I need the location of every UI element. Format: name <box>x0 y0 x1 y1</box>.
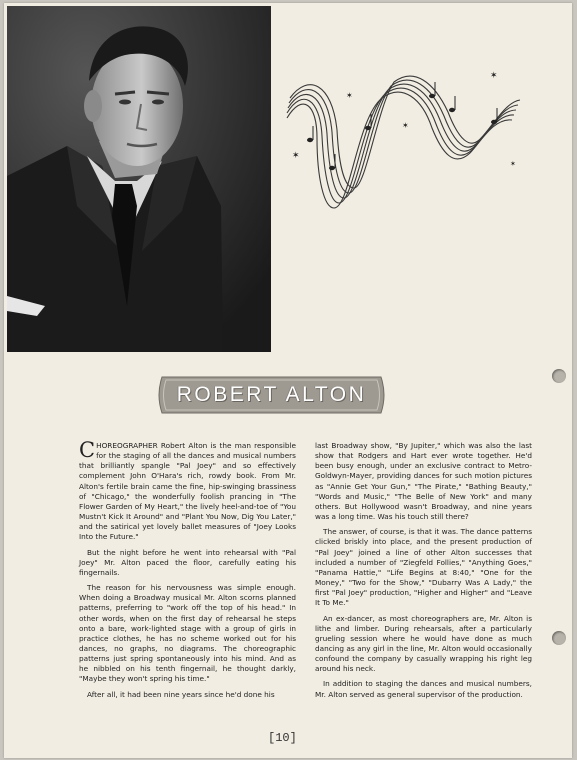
article-paragraph: The answer, of course, is that it was. The dance patterns clicked briskly into place, and the present production of "Pal Joey" joined a line of other Alton successes that included a number of "Ziegfeld Follies," "Anything Goes," "Panama Hattie," "Life Begins at 8:40," "One for the Money," "Two for the Show," "Dubarry Was A Lady," the first "Pal Joey" production, "Higher and Higher" and "Leave It To Me." <box>315 527 532 608</box>
drop-cap: C <box>79 438 96 462</box>
svg-text:✶: ✶ <box>346 91 353 100</box>
page-number: [10] <box>268 731 297 745</box>
article-paragraph: But the night before he went into rehearsal with "Pal Joey" Mr. Alton paced the floor, carefully eating his fingernails. <box>79 547 296 577</box>
svg-text:✶: ✶ <box>292 151 300 161</box>
article-paragraph: last Broadway show, "By Jupiter," which was also the last show that Rodgers and Hart ever wrote together. He'd been busy enough, under an exclusive contract to Metro-Goldwyn-Mayer, providing dances for such motion pictures as "Annie Get Your Gun," "The Pirate," "Bathing Beauty," "Words and Music," "The Belle of New York" and many others. But Hollywood wasn't Broadway, and nine years was a long time. Was his touch still there? <box>315 441 532 522</box>
binder-hole-bottom <box>552 631 566 645</box>
article-body <box>79 438 533 705</box>
article-paragraph: In addition to staging the dances and musical numbers, Mr. Alton served as general supervisor of the production. <box>315 679 532 699</box>
svg-text:✶: ✶ <box>490 71 498 81</box>
binder-hole-top <box>552 369 566 383</box>
article-paragraph: After all, it had been nine years since he'd done his <box>87 689 275 699</box>
paragraph-text: HOREOGRAPHER Robert Alton is the man responsible for the staging of all the dances and musical numbers that brilliantly spangle "Pal Joey" and so effectively complement John O'Hara's rich, rowdy book. From Mr. Alton's fertile brain came the fine, hip-swinging brassiness of "Chicago," the wonderfully foolish prancing in "The Flower Garden of My Heart," the lively heel-and-toe of "You Mustn't Kick It Around" and "Plant You Now, Dig You Later," and the satirical yet lovely ballet measures of "Joey Looks Into the Future." <box>79 441 296 542</box>
portrait-illustration <box>7 6 271 352</box>
music-staff-illustration <box>272 58 532 238</box>
svg-text:✶: ✶ <box>510 160 516 168</box>
program-page <box>4 3 572 758</box>
name-banner <box>156 373 387 417</box>
svg-text:✶: ✶ <box>402 121 409 130</box>
article-paragraph: An ex-dancer, as most choreographers are, Mr. Alton is lithe and limber. During rehearsals, after a particularly grueling session where he would have done as much dancing as any girl in the line, Mr. Alton would occasionally confound the company by casually wrapping his right leg around his neck. <box>315 613 532 674</box>
article-column-left <box>79 438 296 705</box>
article-column-right <box>315 441 532 705</box>
article-paragraph: The reason for his nervousness was simple enough. When doing a Broadway musical Mr. Alton scorns planned patterns, preferring to "work off the top of his head." In other words, when on the first day of rehearsal he steps onto a bare, work-lighted stage with a group of girls in practice clothes, he has no scheme worked out for his dances, no graphs, no diagrams. The choreographic patterns just spring spontaneously into his mind. And as he nibbled on his tenth fingernail, he thought darkly, "Maybe they won't spring his time." <box>79 583 296 684</box>
portrait-photo <box>7 6 271 352</box>
article-paragraph <box>79 438 296 543</box>
page-title: ROBERT ALTON <box>176 383 367 406</box>
